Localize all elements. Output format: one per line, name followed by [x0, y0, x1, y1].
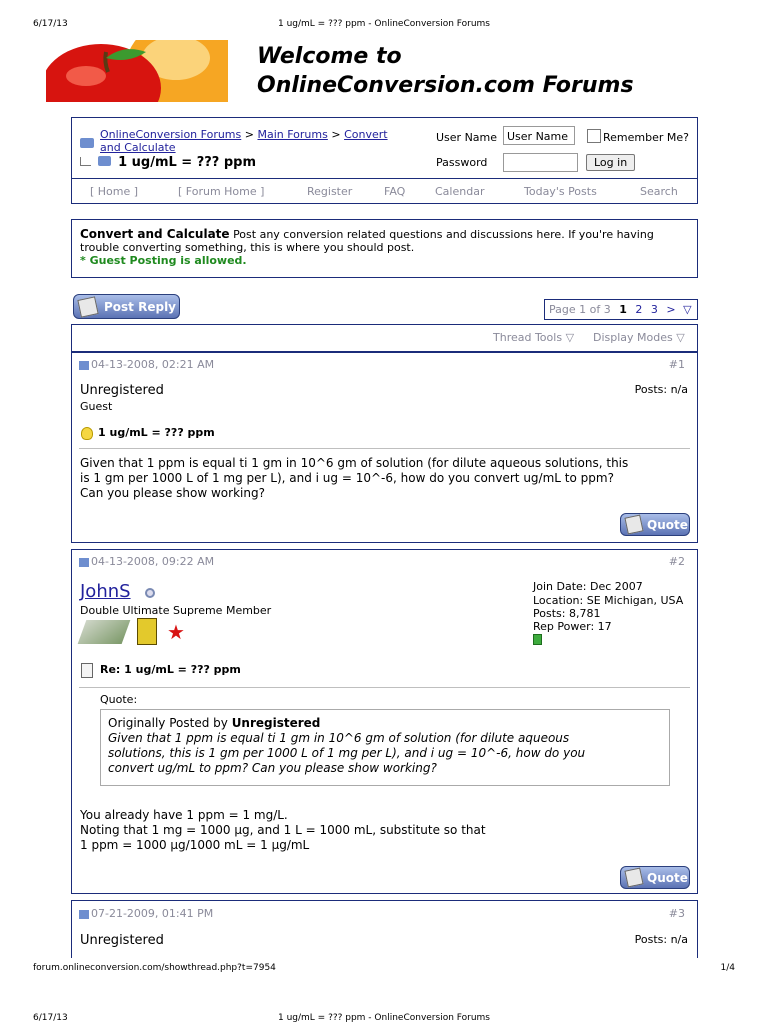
edit-icon — [624, 868, 643, 888]
login-button[interactable]: Log in — [586, 154, 635, 171]
post-title: Re: 1 ug/mL = ??? ppm — [100, 663, 241, 676]
post-body: Given that 1 ppm is equal ti 1 gm in 10^6 gm of solution (for dilute aqueous solutions, this is 1 gm per 1000 L of 1 mg per L), and i ug = 10^-6, how do you convert ug/mL to ppm? Can you please show working? — [80, 456, 629, 500]
post-date: 07-21-2009, 01:41 PM — [91, 907, 214, 920]
page-2-link[interactable]: 2 — [635, 303, 643, 316]
document-icon — [81, 663, 93, 678]
post-count: Posts: 8,781 — [533, 607, 601, 620]
quote-by-label: Originally Posted by — [108, 716, 228, 730]
print-title-2: 1 ug/mL = ??? ppm - OnlineConversion Forums — [277, 1013, 490, 1023]
nav-todays-posts[interactable]: Today's Posts — [524, 185, 597, 198]
join-date: Join Date: Dec 2007 — [533, 580, 643, 593]
next-page-link[interactable]: > — [666, 303, 676, 316]
online-status-icon — [145, 588, 155, 598]
reputation-icon — [533, 634, 542, 645]
post-number[interactable]: #2 — [668, 555, 685, 568]
username-label: User Name — [436, 131, 498, 144]
post-icon — [79, 558, 89, 567]
thread-title: 1 ug/mL = ??? ppm — [118, 155, 257, 170]
post-icon — [79, 910, 89, 919]
print-date-2: 6/17/13 — [33, 1013, 68, 1023]
page-label: Page 1 of 3 — [549, 303, 611, 316]
chevron-down-icon[interactable]: ▽ — [683, 303, 692, 316]
nav-register[interactable]: Register — [307, 185, 353, 198]
breadcrumb-convert-link[interactable]: Convert — [344, 128, 388, 141]
edit-icon — [624, 515, 643, 535]
post-count: Posts: n/a — [634, 933, 688, 946]
remember-label: Remember Me? — [603, 131, 689, 144]
post-date: 04-13-2008, 02:21 AM — [91, 358, 215, 371]
post-number[interactable]: #3 — [668, 907, 685, 920]
pagination — [544, 299, 698, 320]
breadcrumb-separator: > — [331, 128, 341, 141]
forum-desc-text: Post any conversion related questions and discussions here. If you're having — [233, 228, 654, 241]
calculator-icon — [137, 618, 157, 645]
password-input[interactable] — [503, 153, 578, 172]
breadcrumb-calculate-link[interactable]: and Calculate — [100, 141, 176, 154]
page-1: 1 — [619, 303, 627, 316]
header-panel — [71, 117, 698, 204]
chevron-down-icon: ▽ — [565, 331, 575, 344]
post-reply-label: Post Reply — [104, 300, 176, 314]
breadcrumb-separator: > — [244, 128, 254, 141]
rep-power: Rep Power: 17 — [533, 620, 612, 633]
chevron-down-icon: ▽ — [676, 331, 685, 344]
quote-block: Originally Posted by Unregistered Given that 1 ppm is equal ti 1 gm in 10^6 gm of solution (for dilute aqueous solutions, this is 1 gm per 1000 L of 1 mg per L), and i ug = 10^-6, how do you convert ug/mL to ppm? Can you please show working? — [100, 709, 670, 786]
print-date: 6/17/13 — [33, 19, 68, 29]
folder-open-icon — [98, 156, 111, 166]
breadcrumb-forums-link[interactable]: OnlineConversion Forums — [100, 128, 242, 141]
post-author: Unregistered — [80, 933, 164, 948]
post-author-role: Double Ultimate Supreme Member — [80, 604, 272, 617]
forum-title: Convert and Calculate — [80, 227, 230, 241]
print-url: forum.onlineconversion.com/showthread.php?t=7954 — [33, 963, 276, 973]
quote-label: Quote: — [100, 693, 138, 706]
print-title: 1 ug/mL = ??? ppm - OnlineConversion Forums — [277, 19, 490, 29]
nav-home[interactable]: [ Home ] — [90, 185, 139, 198]
location: Location: SE Michigan, USA — [533, 594, 684, 607]
remember-checkbox[interactable] — [587, 129, 601, 143]
post-number[interactable]: #1 — [668, 358, 685, 371]
post-author: Unregistered — [80, 383, 164, 398]
star-icon: ★ — [167, 620, 185, 644]
quote-author: Unregistered — [231, 716, 321, 730]
lightbulb-icon — [81, 427, 93, 440]
guest-posting-note: * Guest Posting is allowed. — [80, 254, 247, 267]
post-body: You already have 1 ppm = 1 mg/L. Noting that 1 mg = 1000 µg, and 1 L = 1000 mL, substitute so that 1 ppm = 1000 µg/1000 mL = 1 µg/mL — [80, 808, 486, 852]
post-3 — [71, 900, 698, 958]
display-modes-menu[interactable]: Display Modes ▽ — [593, 331, 685, 344]
forum-desc-text-2: trouble converting something, this is where you should post. — [80, 241, 415, 254]
award-feather-icon — [78, 620, 131, 644]
password-label: Password — [436, 156, 488, 169]
nav-search[interactable]: Search — [640, 185, 678, 198]
nav-faq[interactable]: FAQ — [384, 185, 406, 198]
nav-calendar[interactable]: Calendar — [435, 185, 485, 198]
welcome-title: Welcome to OnlineConversion.com Forums — [257, 44, 634, 98]
post-author-link[interactable]: JohnS — [80, 581, 131, 602]
post-title: 1 ug/mL = ??? ppm — [98, 426, 215, 439]
print-page-number: 1/4 — [720, 963, 735, 973]
post-reply-button[interactable] — [73, 294, 180, 319]
thread-tools-menu[interactable]: Thread Tools ▽ — [493, 331, 575, 344]
post-date: 04-13-2008, 09:22 AM — [91, 555, 215, 568]
nav-forum-home[interactable]: [ Forum Home ] — [178, 185, 265, 198]
forum-description — [71, 219, 698, 278]
breadcrumb — [80, 128, 400, 169]
post-2 — [71, 549, 698, 894]
breadcrumb-main-link[interactable]: Main Forums — [257, 128, 328, 141]
page-3-link[interactable]: 3 — [650, 303, 658, 316]
username-input[interactable]: User Name — [503, 126, 575, 145]
thread-tools-bar — [71, 324, 698, 352]
post-1 — [71, 352, 698, 543]
quote-button[interactable]: Quote — [620, 866, 690, 889]
site-logo[interactable] — [46, 40, 228, 102]
post-icon — [79, 361, 89, 370]
quote-button[interactable]: Quote — [620, 513, 690, 536]
folder-icon — [80, 138, 94, 148]
post-count: Posts: n/a — [634, 383, 688, 396]
edit-icon — [77, 296, 98, 317]
post-author-role: Guest — [80, 400, 113, 413]
tree-icon — [80, 157, 91, 166]
